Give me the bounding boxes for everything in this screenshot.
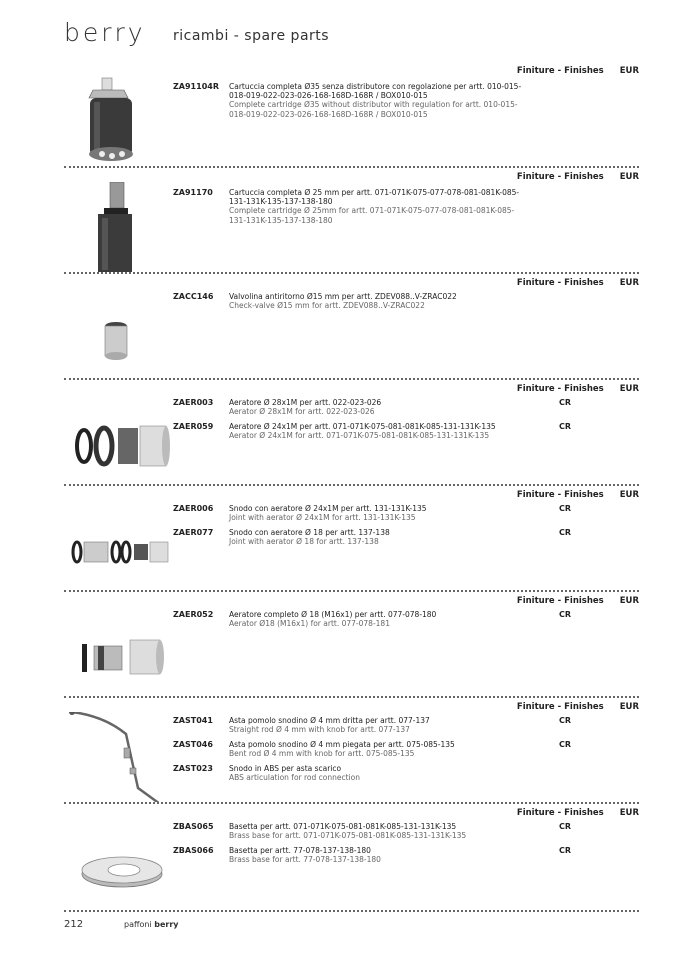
part-desc-en: Brass base for artt. 071-071K-075-081-081K-085-131-131K-135 bbox=[229, 831, 467, 841]
part-code: ZACC146 bbox=[173, 292, 214, 301]
part-desc-en: Check-valve Ø15 mm for artt. ZDEV088..V-ZRAC022 bbox=[229, 301, 425, 311]
column-header: Finiture - Finishes EUR bbox=[516, 66, 639, 76]
part-desc-it: Aeratore Ø 24x1M per artt. 071-071K-075-081-081K-085-131-131K-135 bbox=[229, 422, 496, 431]
finish-value: CR bbox=[559, 740, 572, 749]
part-desc-it: Snodo con aeratore Ø 24x1M per artt. 131-131K-135 bbox=[229, 504, 427, 513]
part-code: ZAER006 bbox=[173, 504, 214, 513]
page-number: 212 bbox=[64, 919, 84, 930]
joint-aerator-image bbox=[64, 500, 172, 590]
part-desc-it: Valvolina antiritorno Ø15 mm per artt. ZDEV088..V-ZRAC022 bbox=[229, 292, 457, 301]
part-desc-en: Bent rod Ø 4 mm with knob for artt. 075-085-135 bbox=[229, 749, 415, 759]
column-header: Finiture - Finishes EUR bbox=[516, 172, 639, 182]
part-desc-it: Aeratore Ø 28x1M per artt. 022-023-026 bbox=[229, 398, 382, 407]
part-section-2 bbox=[64, 166, 639, 266]
rod-image bbox=[64, 712, 172, 802]
page-subtitle: ricambi - spare parts bbox=[173, 28, 330, 44]
part-desc-it: Snodo in ABS per asta scarico bbox=[229, 764, 342, 773]
part-desc-en: Complete cartridge Ø35 without distributor with regulation for artt. 010-015-018-019-022-023-026-168-168D-168R / BOX010-015 bbox=[229, 100, 518, 119]
check-valve-image bbox=[64, 288, 172, 378]
part-desc-en: Aerator Ø 24x1M for artt. 071-071K-075-081-081K-085-131-131K-135 bbox=[229, 431, 490, 441]
part-desc-it: Cartuccia completa Ø 25 mm per artt. 071-071K-075-077-078-081-081K-085-131-131K-135-137-138-180 bbox=[229, 188, 520, 207]
column-header: Finiture - Finishes EUR bbox=[516, 278, 639, 288]
part-desc-en: Joint with aerator Ø 18 for artt. 137-138 bbox=[229, 537, 379, 547]
finish-value: CR bbox=[559, 716, 572, 725]
part-desc-it: Aeratore completo Ø 18 (M16x1) per artt. 077-078-180 bbox=[229, 610, 437, 619]
footer-divider bbox=[64, 910, 639, 912]
part-desc-en: Aerator Ø18 (M16x1) for artt. 077-078-181 bbox=[229, 619, 390, 629]
part-desc-it: Cartuccia completa Ø35 senza distributore con regolazione per artt. 010-015-018-019-022-023-026-168-168D-168R / BOX010-015 bbox=[229, 82, 522, 101]
part-desc-en: Aerator Ø 28x1M for artt. 022-023-026 bbox=[229, 407, 375, 417]
part-code: ZAER052 bbox=[173, 610, 214, 619]
part-code: ZAER003 bbox=[173, 398, 214, 407]
part-section-6 bbox=[64, 590, 639, 690]
part-code: ZBAS066 bbox=[173, 846, 214, 855]
finish-value: CR bbox=[559, 846, 572, 855]
part-desc-en: Complete cartridge Ø 25mm for artt. 071-071K-075-077-078-081-081K-085-131-131K-135-137-138-180 bbox=[229, 206, 515, 225]
section-divider bbox=[64, 484, 639, 486]
column-header: Finiture - Finishes EUR bbox=[516, 490, 639, 500]
part-desc-it: Asta pomolo snodino Ø 4 mm dritta per artt. 077-137 bbox=[229, 716, 430, 725]
finish-value: CR bbox=[559, 398, 572, 407]
section-divider bbox=[64, 590, 639, 592]
part-desc-it: Asta pomolo snodino Ø 4 mm piegata per artt. 075-085-135 bbox=[229, 740, 455, 749]
part-code: ZAST041 bbox=[173, 716, 213, 725]
part-section-5 bbox=[64, 484, 639, 584]
finish-value: CR bbox=[559, 528, 572, 537]
finish-value: CR bbox=[559, 422, 572, 431]
column-header: Finiture - Finishes EUR bbox=[516, 596, 639, 606]
part-code: ZAER059 bbox=[173, 422, 214, 431]
part-code: ZA91104R bbox=[173, 82, 219, 91]
section-divider bbox=[64, 272, 639, 274]
part-code: ZAST046 bbox=[173, 740, 213, 749]
part-section-3 bbox=[64, 272, 639, 372]
complete-aerator-image bbox=[64, 606, 172, 696]
part-desc-it: Basetta per artt. 77-078-137-138-180 bbox=[229, 846, 371, 855]
section-divider bbox=[64, 166, 639, 168]
section-divider bbox=[64, 378, 639, 380]
column-header: Finiture - Finishes EUR bbox=[516, 808, 639, 818]
part-desc-it: Snodo con aeratore Ø 18 per artt. 137-138 bbox=[229, 528, 390, 537]
part-code: ZA91170 bbox=[173, 188, 213, 197]
part-desc-it: Basetta per artt. 071-071K-075-081-081K-085-131-131K-135 bbox=[229, 822, 457, 831]
brass-base-image bbox=[64, 818, 172, 908]
finish-value: CR bbox=[559, 504, 572, 513]
part-desc-en: Straight rod Ø 4 mm with knob for artt. 077-137 bbox=[229, 725, 410, 735]
part-desc-en: ABS articulation for rod connection bbox=[229, 773, 360, 783]
part-code: ZAST023 bbox=[173, 764, 213, 773]
part-code: ZAER077 bbox=[173, 528, 214, 537]
cartridge-35-image bbox=[64, 76, 172, 166]
part-code: ZBAS065 bbox=[173, 822, 214, 831]
part-section-1 bbox=[64, 60, 639, 160]
column-header: Finiture - Finishes EUR bbox=[516, 702, 639, 712]
column-header: Finiture - Finishes EUR bbox=[516, 384, 639, 394]
cartridge-25-image bbox=[64, 182, 172, 272]
part-section-4 bbox=[64, 378, 639, 478]
finish-value: CR bbox=[559, 822, 572, 831]
part-desc-en: Joint with aerator Ø 24x1M for artt. 131-131K-135 bbox=[229, 513, 416, 523]
part-desc-en: Brass base for artt. 77-078-137-138-180 bbox=[229, 855, 381, 865]
part-section-7 bbox=[64, 696, 639, 796]
finish-value: CR bbox=[559, 610, 572, 619]
section-divider bbox=[64, 802, 639, 804]
aerator-parts-image bbox=[64, 394, 172, 484]
section-divider bbox=[64, 696, 639, 698]
footer-brand: paffoni berry bbox=[124, 920, 179, 929]
part-section-8 bbox=[64, 802, 639, 902]
brand-logo: berry bbox=[64, 18, 146, 47]
